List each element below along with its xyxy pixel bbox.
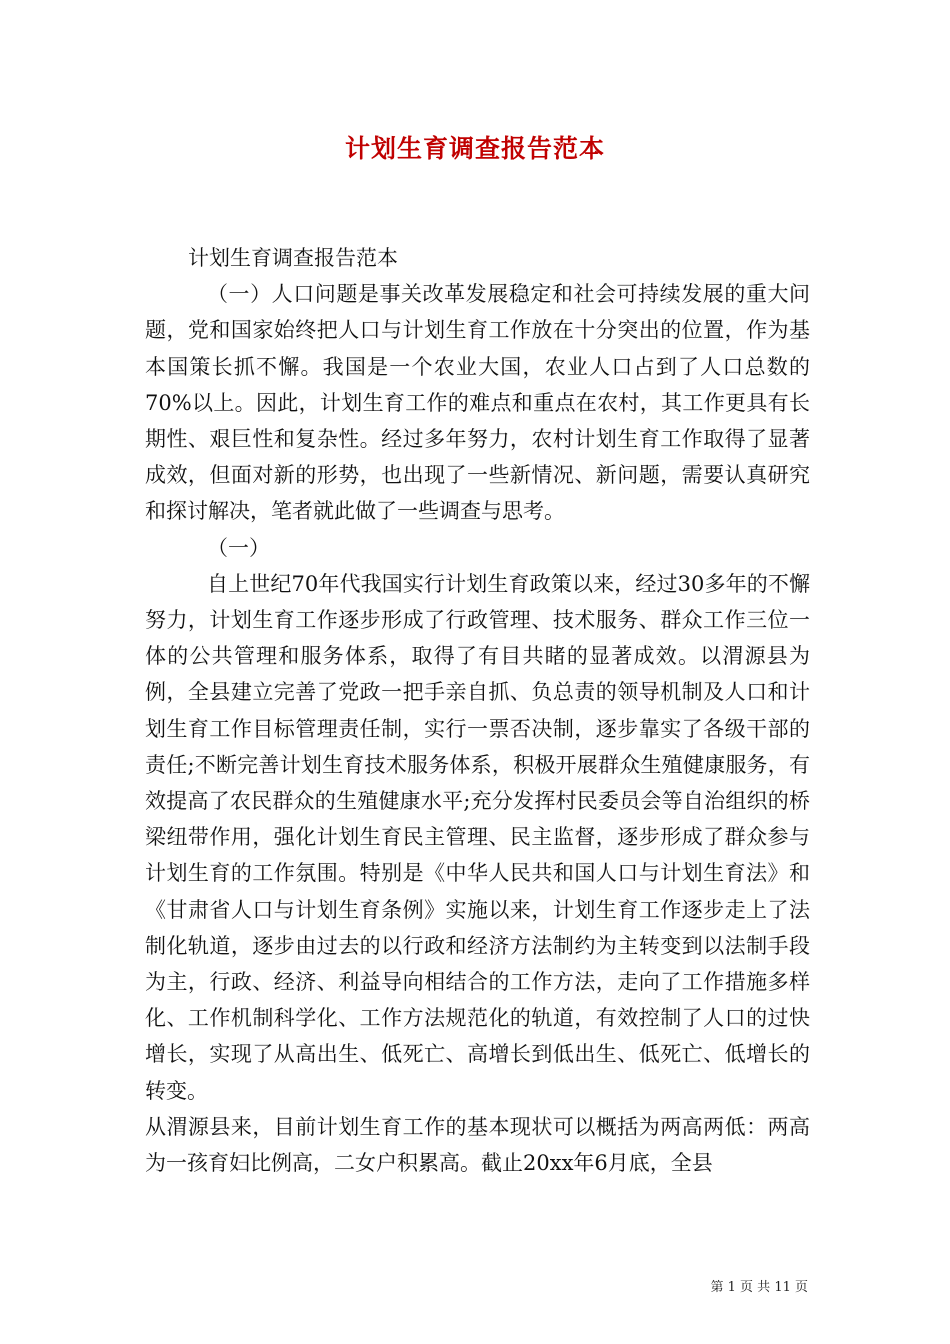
paragraph-current-status: 从渭源县来，目前计划生育工作的基本现状可以概括为两高两低：两高为一孩育妇比例高，二女户积累高。截止20xx年6月底，全县 — [145, 1114, 810, 1176]
document-body — [145, 240, 810, 1181]
document-subtitle: 计划生育调查报告范本 — [188, 246, 398, 270]
page-number: 第 1 页 共 11 页 — [710, 1280, 808, 1295]
document-title: 计划生育调查报告范本 — [344, 134, 605, 163]
paragraph-achievements: 自上世纪70年代我国实行计划生育政策以来，经过30多年的不懈努力，计划生育工作逐步形成了行政管理、技术服务、群众工作三位一体的公共管理和服务体系，取得了有目共睹的显著成效。以渭源县为例，全县建立完善了党政一把手亲自抓、负总责的领导机制及人口和计划生育工作目标管理责任制，实行一票否决制，逐步靠实了各级干部的责任;不断完善计划生育技术服务体系，积极开展群众生殖健康服务，有效提高了农民群众的生殖健康水平;充分发挥村民委员会等自治组织的桥梁纽带作用，强化计划生育民主管理、民主监督，逐步形成了群众参与计划生育的工作氛围。特别是《中华人民共和国人口与计划生育法》和《甘肃省人口与计划生育条例》实施以来，计划生育工作逐步走上了法制化轨道，逐步由过去的以行政和经济方法制约为主转变到以法制手段为主，行政、经济、利益导向相结合的工作方法，走向了工作措施多样化、工作机制科学化、工作方法规范化的轨道，有效控制了人口的过快增长，实现了从高出生、低死亡、高增长到低出生、低死亡、低增长的转变。 — [145, 571, 810, 1103]
section-heading: （一） — [207, 535, 270, 560]
paragraph-intro: （一）人口问题是事关改革发展稳定和社会可持续发展的重大问题，党和国家始终把人口与计划生育工作放在十分突出的位置，作为基本国策长抓不懈。我国是一个农业大国，农业人口占到了人口总数的70%以上。因此，计划生育工作的难点和重点在农村，其工作更具有长期性、艰巨性和复杂性。经过多年努力，农村计划生育工作取得了显著成效，但面对新的形势，也出现了一些新情况、新问题，需要认真研究和探讨解决，笔者就此做了一些调查与思考。 — [145, 282, 810, 524]
